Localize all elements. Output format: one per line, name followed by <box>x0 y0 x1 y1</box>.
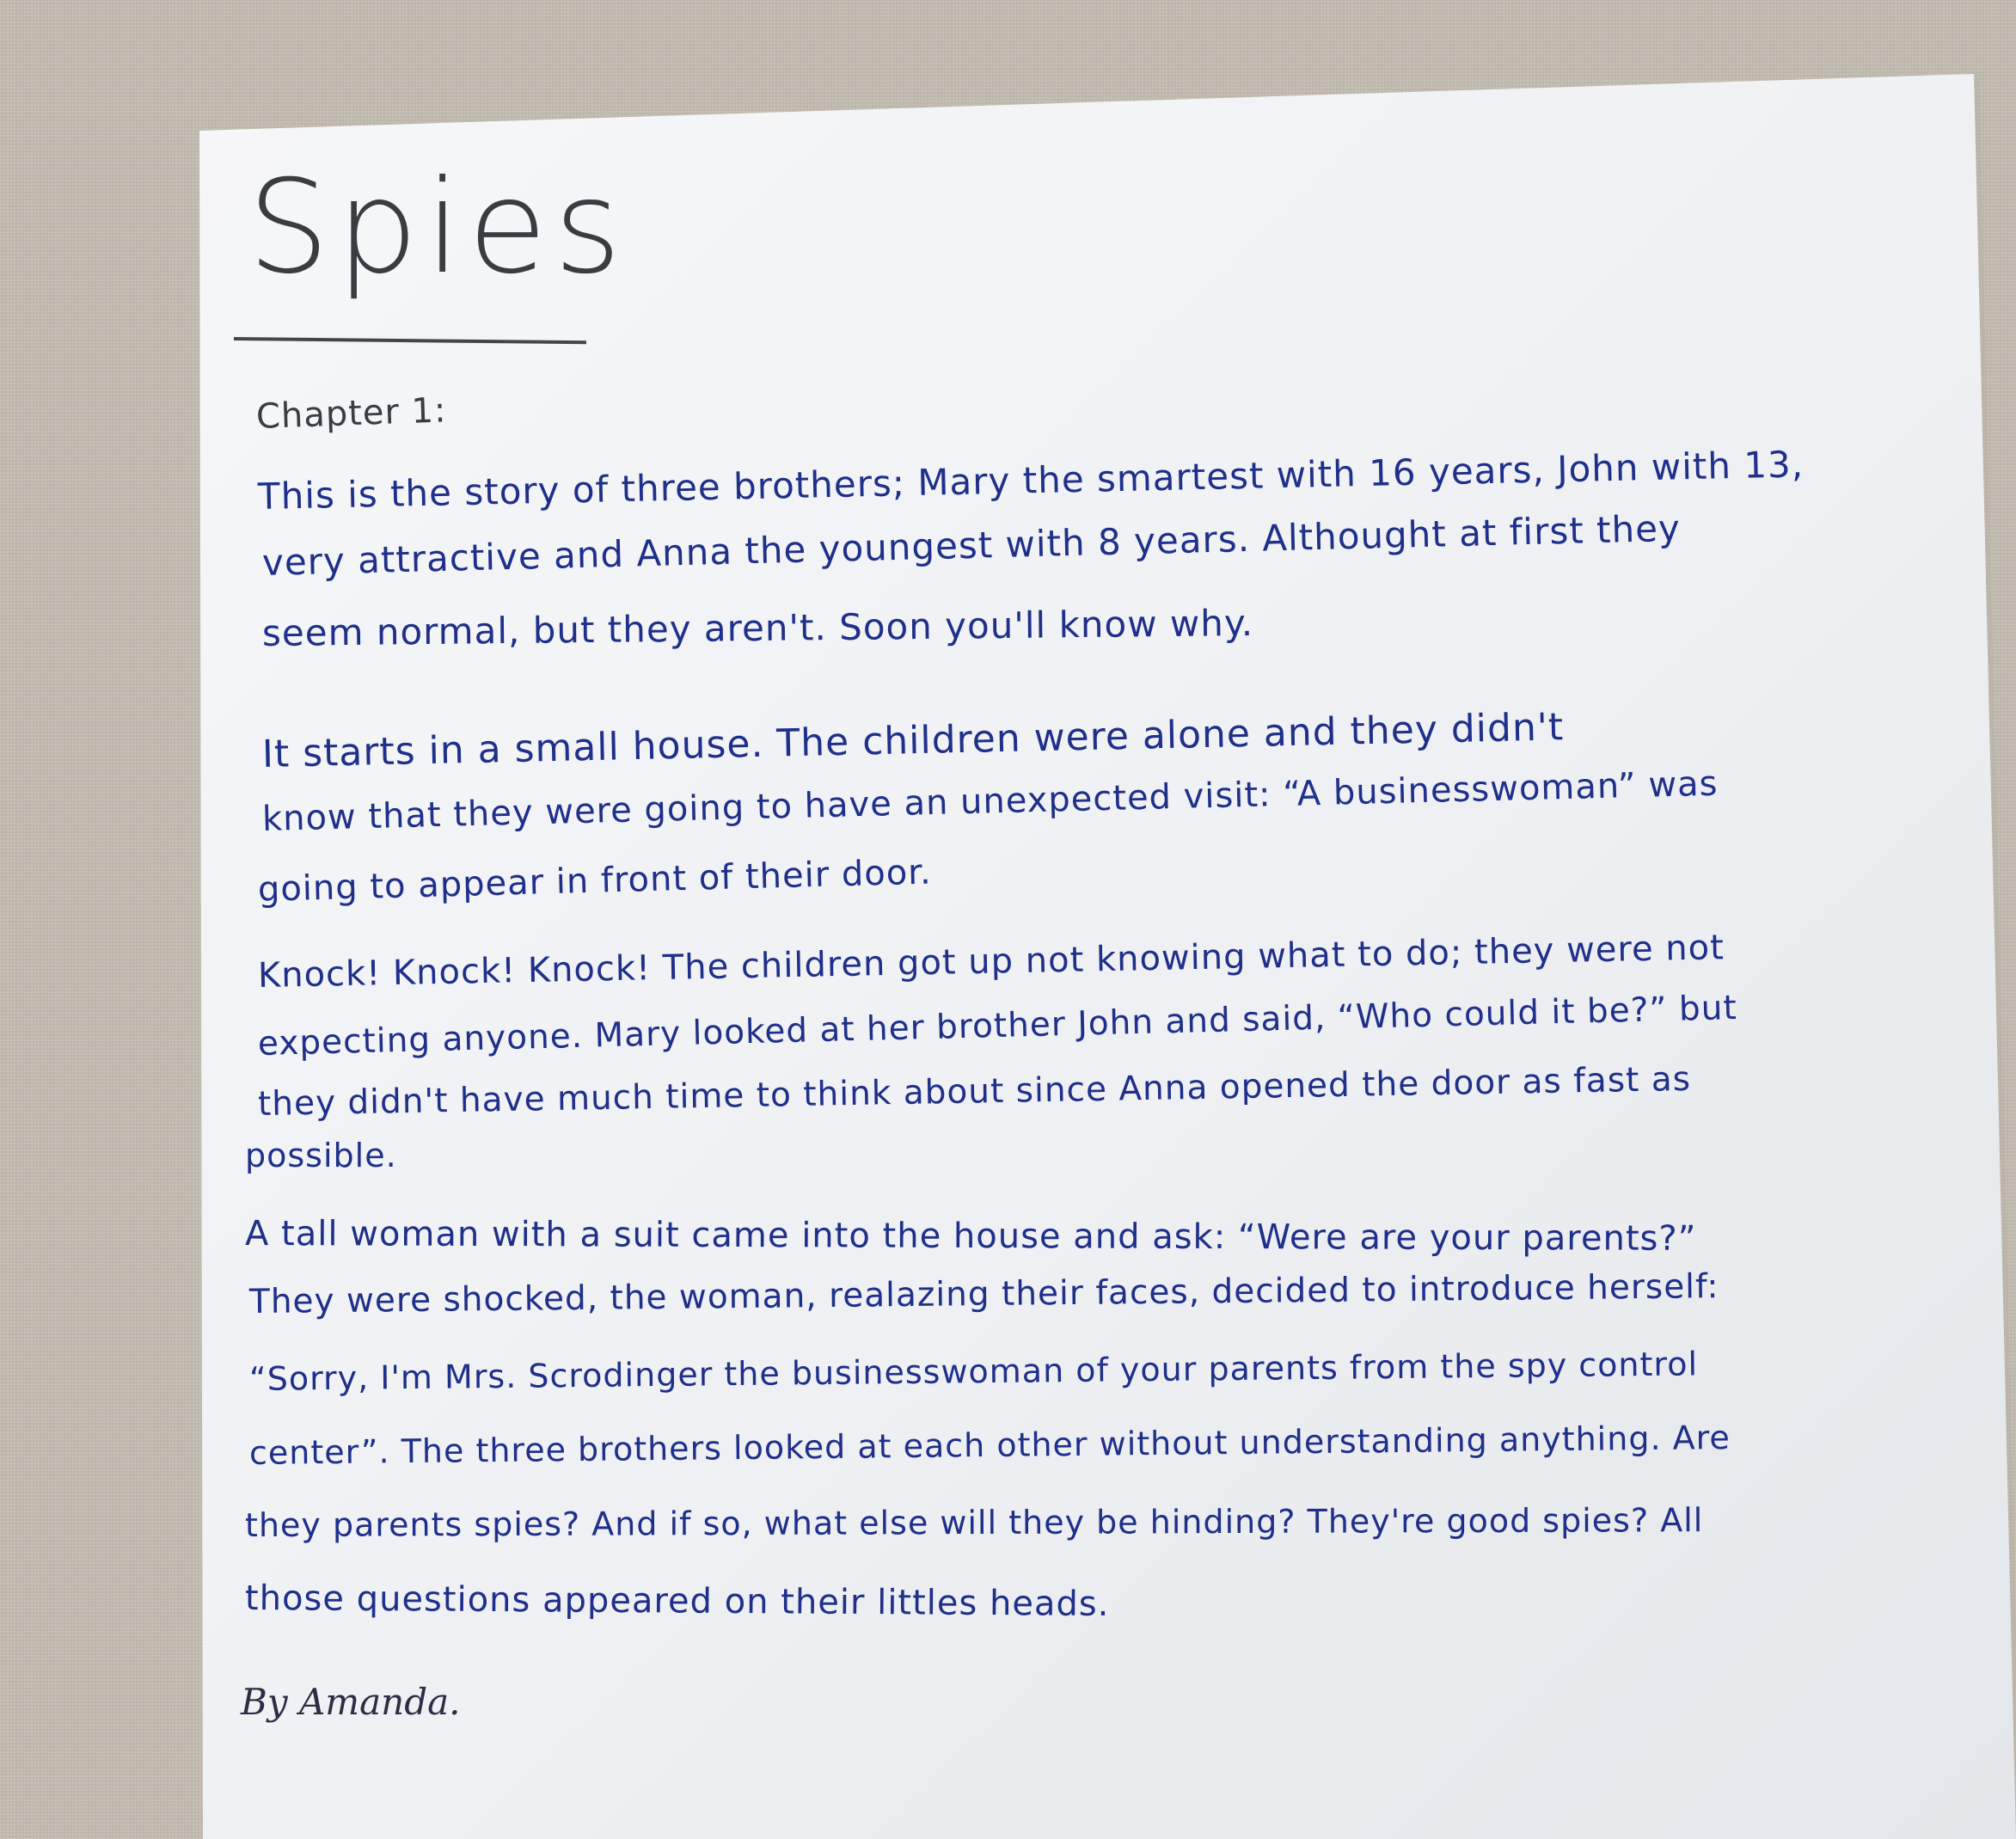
text-line: they didn't have much time to think about since Anna opened the door as fast as <box>257 1059 1692 1124</box>
text-line: They were shocked, the woman, realazing their faces, decided to introduce herself: <box>248 1267 1719 1321</box>
text-line: This is the story of three brothers; Mary the smartest with 16 years, John with 13, <box>257 443 1805 518</box>
page-title: Spies <box>248 153 628 303</box>
text-line: going to appear in front of their door. <box>257 852 933 910</box>
text-line: they parents spies? And if so, what else will they be hinding? They're good spies? All <box>244 1501 1704 1544</box>
text-line: possible. <box>245 1137 397 1174</box>
text-line: center”. The three brothers looked at each other without understanding anything. Are <box>248 1418 1731 1472</box>
text-line: very attractive and Anna the youngest with 8 years. Althought at first they <box>261 506 1682 584</box>
text-line: know that they were going to have an unexpected visit: “A businesswoman” was <box>261 763 1719 839</box>
text-line: seem normal, but they aren't. Soon you'll know why. <box>261 601 1254 654</box>
author-signature: By Amanda. <box>241 1681 461 1723</box>
chapter-heading: Chapter 1: <box>255 390 448 437</box>
text-line: those questions appeared on their littles heads. <box>244 1578 1110 1625</box>
text-line: Knock! Knock! Knock! The children got up not knowing what to do; they were not <box>257 928 1725 996</box>
text-line: A tall woman with a suit came into the house and ask: “Were are your parents?” <box>244 1214 1697 1259</box>
text-line: expecting anyone. Mary looked at her brother John and said, “Who could it be?” but <box>257 988 1738 1064</box>
text-line: “Sorry, I'm Mrs. Scrodinger the businesswoman of your parents from the spy control <box>248 1345 1699 1398</box>
text-line: It starts in a small house. The children were alone and they didn't <box>261 705 1565 776</box>
